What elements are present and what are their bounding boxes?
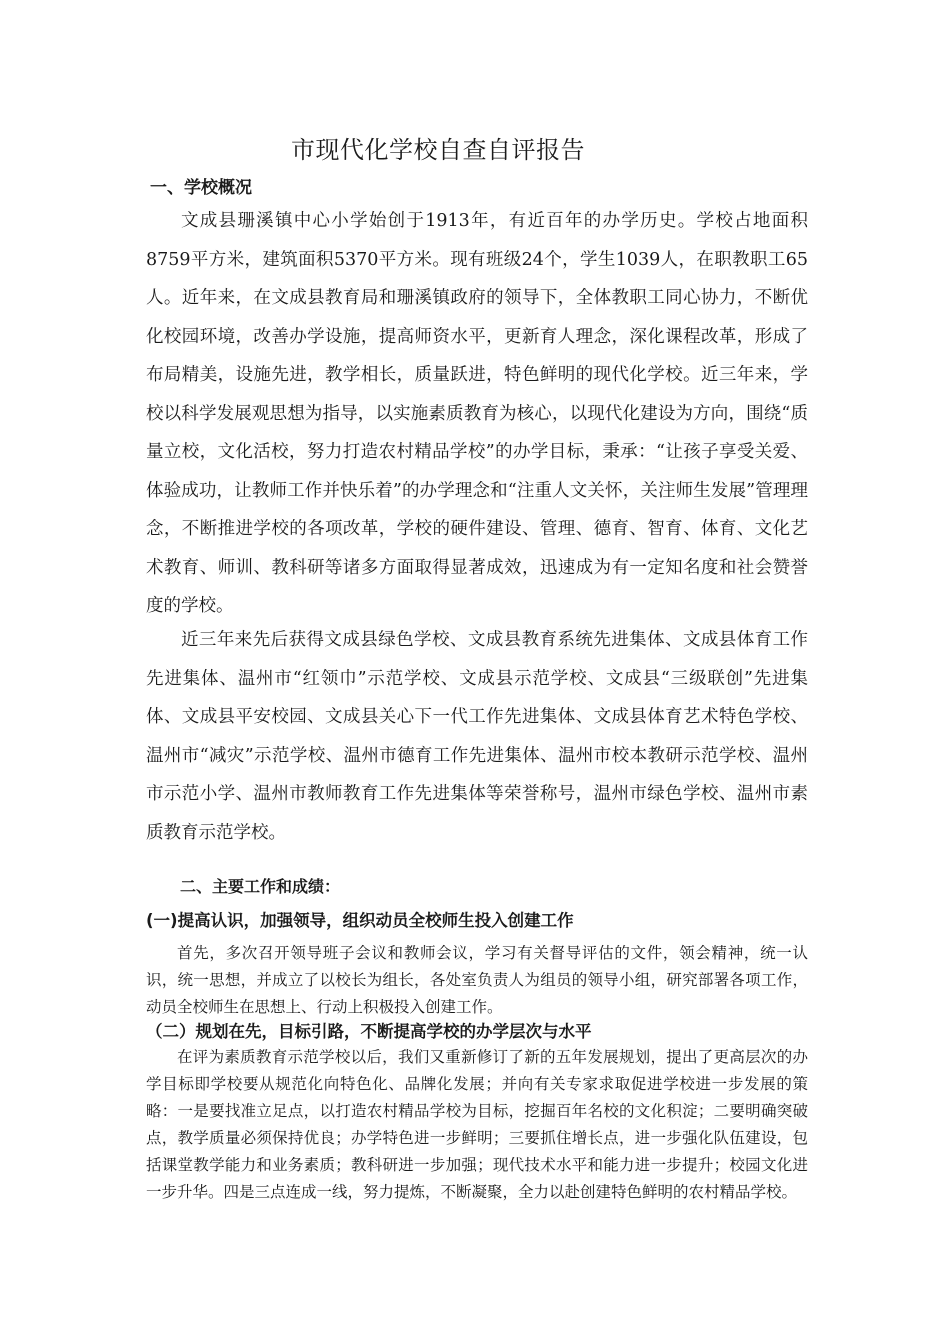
subsection-heading-leadership: (一)提高认识，加强领导，组织动员全校师生投入创建工作 [146, 911, 574, 930]
section-heading-main-work: 二、主要工作和成绩： [180, 877, 341, 896]
section-heading-overview: 一、学校概况 [150, 178, 252, 198]
document-title: 市现代化学校自查自评报告 [291, 136, 585, 164]
paragraph-school-overview: 文成县珊溪镇中心小学始创于1913年，有近百年的办学历史。学校占地面积8759平方米，建筑面积5370平方米。现有班级24个，学生1039人，在职教职工65人。近年来，在文成县教育局和珊溪镇政府的领导下，全体教职工同心协力，不断优化校园环境，改善办学设施，提高师资水平，更新育人理念，深化课程改革，形成了布局精美，设施先进，教学相长，质量跃进，特色鲜明的现代化学校。近三年来，学校以科学发展观思想为指导，以实施素质教育为核心，以现代化建设为方向，围绕“质量立校，文化活校，努力打造农村精品学校”的办学目标，秉承：“让孩子享受关爱、体验成功，让教师工作并快乐着”的办学理念和“注重人文关怀，关注师生发展”管理理念，不断推进学校的各项改革，学校的硬件建设、管理、德育、智育、体育、文化艺术教育、师训、教科研等诸多方面取得显著成效，迅速成为有一定知名度和社会赞誉度的学校。 [146, 211, 808, 616]
subsection-heading-planning: （二）规划在先，目标引路，不断提高学校的办学层次与水平 [146, 1022, 592, 1041]
paragraph-leadership: 首先，多次召开领导班子会议和教师会议，学习有关督导评估的文件，领会精神，统一认识，统一思想，并成立了以校长为组长，各处室负责人为组员的领导小组，研究部署各项工作，动员全校师生在思想上、行动上积极投入创建工作。 [146, 944, 808, 1016]
paragraph-honors: 近三年来先后获得文成县绿色学校、文成县教育系统先进集体、文成县体育工作先进集体、温州市“红领巾”示范学校、文成县示范学校、文成县“三级联创”先进集体、文成县平安校园、文成县关心下一代工作先进集体、文成县体育艺术特色学校、温州市“减灾”示范学校、温州市德育工作先进集体、温州市校本教研示范学校、温州市示范小学、温州市教师教育工作先进集体等荣誉称号，温州市绿色学校、温州市素质教育示范学校。 [146, 630, 808, 843]
paragraph-planning: 在评为素质教育示范学校以后，我们又重新修订了新的五年发展规划，提出了更高层次的办学目标即学校要从规范化向特色化、品牌化发展；并向有关专家求取促进学校进一步发展的策略：一是要找准立足点，以打造农村精品学校为目标，挖掘百年名校的文化积淀；二要明确突破点，教学质量必须保持优良；办学特色进一步鲜明；三要抓住增长点，进一步强化队伍建设，包括课堂教学能力和业务素质；教科研进一步加强；现代技术水平和能力进一步提升；校园文化进一步升华。四是三点连成一线，努力提炼，不断凝聚，全力以赴创建特色鲜明的农村精品学校。 [146, 1048, 808, 1201]
